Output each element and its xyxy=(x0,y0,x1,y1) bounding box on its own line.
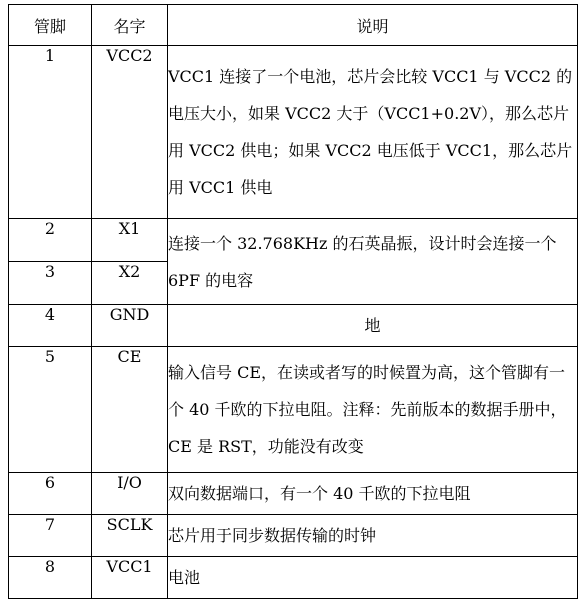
pin-number: 7 xyxy=(9,515,92,557)
header-description: 说明 xyxy=(168,5,578,46)
table-row xyxy=(9,473,578,515)
pin-description: 输入信号 CE，在读或者写的时候置为高，这个管脚有一个 40 千欧的下拉电阻。注释：先前版本的数据手册中，CE 是 RST，功能没有改变 xyxy=(168,347,578,473)
pin-description: VCC1 连接了一个电池，芯片会比较 VCC1 与 VCC2 的电压大小，如果 VCC2 大于（VCC1+0.2V），那么芯片用 VCC2 供电；如果 VCC2 电压低于 VCC1，那么芯片用 VCC1 供电 xyxy=(168,46,578,219)
pin-description: 芯片用于同步数据传输的时钟 xyxy=(168,515,578,557)
pin-name: CE xyxy=(92,347,168,473)
pin-name: I/O xyxy=(92,473,168,515)
pin-number: 3 xyxy=(9,262,92,305)
table-row xyxy=(9,347,578,473)
pin-name: X1 xyxy=(92,219,168,262)
pin-description: 地 xyxy=(168,305,578,347)
table-row xyxy=(9,515,578,557)
pin-description: 连接一个 32.768KHz 的石英晶振，设计时会连接一个 6PF 的电容 xyxy=(168,219,578,305)
pin-name: VCC2 xyxy=(92,46,168,219)
header-name: 名字 xyxy=(92,5,168,46)
pin-name: SCLK xyxy=(92,515,168,557)
pin-description-table xyxy=(8,4,578,599)
table-row xyxy=(9,557,578,599)
pin-number: 5 xyxy=(9,347,92,473)
pin-description: 双向数据端口，有一个 40 千欧的下拉电阻 xyxy=(168,473,578,515)
pin-description: 电池 xyxy=(168,557,578,599)
table-row xyxy=(9,305,578,347)
header-pin: 管脚 xyxy=(9,5,92,46)
pin-name: GND xyxy=(92,305,168,347)
header-row xyxy=(9,5,578,46)
table-row xyxy=(9,46,578,219)
pin-number: 8 xyxy=(9,557,92,599)
pin-number: 2 xyxy=(9,219,92,262)
pin-number: 4 xyxy=(9,305,92,347)
pin-name: VCC1 xyxy=(92,557,168,599)
pin-number: 6 xyxy=(9,473,92,515)
pin-number: 1 xyxy=(9,46,92,219)
pin-name: X2 xyxy=(92,262,168,305)
table-row xyxy=(9,219,578,262)
